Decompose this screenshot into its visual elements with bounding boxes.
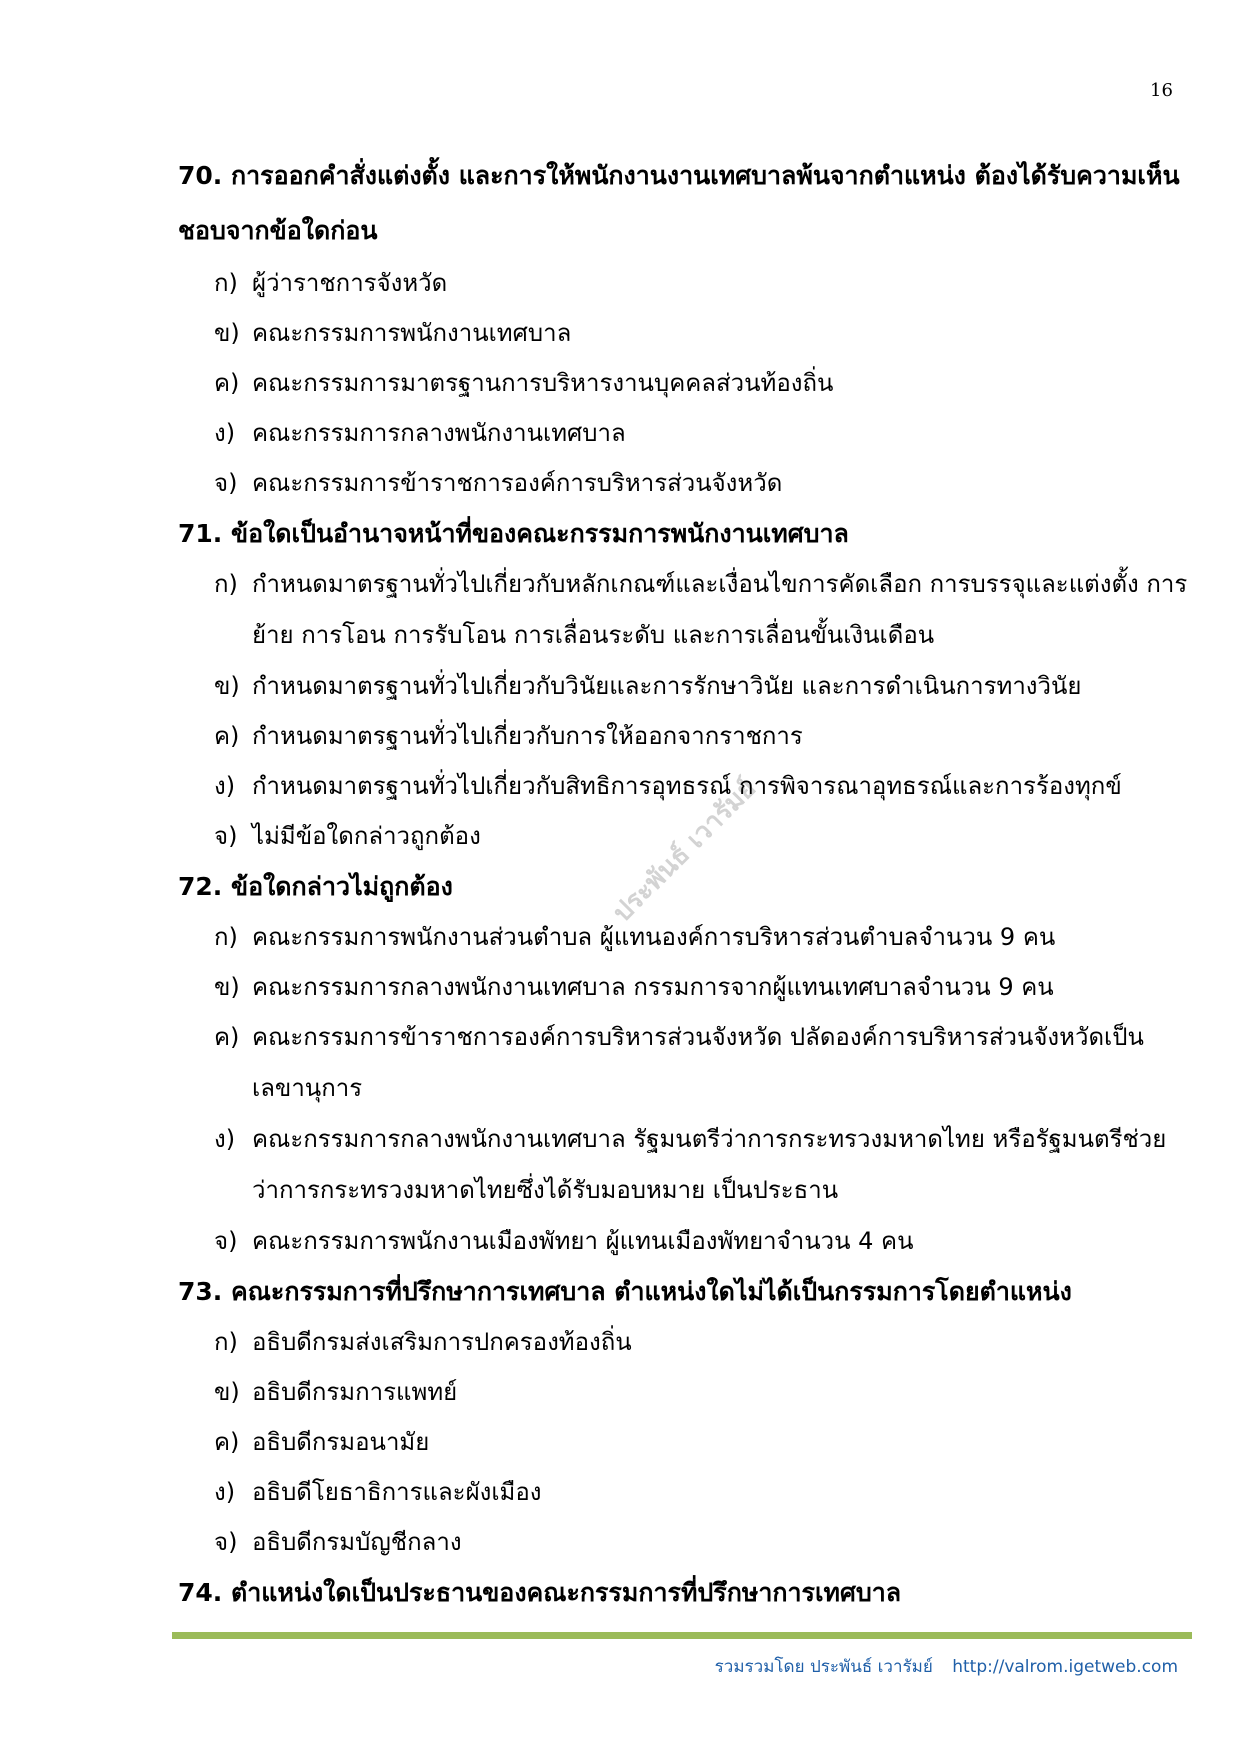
- question-74: [178, 1567, 1188, 1618]
- choice: [178, 1417, 1188, 1467]
- choice-text: อธิบดีกรมส่งเสริมการปกครองท้องถิ่น: [252, 1328, 632, 1356]
- choice-text: ไม่มีข้อใดกล่าวถูกต้อง: [252, 822, 481, 850]
- choice-text: กำหนดมาตรฐานทั่วไปเกี่ยวกับวินัยและการรักษาวินัย และการดำเนินการทางวินัย: [252, 672, 1082, 700]
- choice-letter: ข): [214, 319, 240, 347]
- choice-text: อธิบดีกรมการแพทย์: [252, 1378, 458, 1406]
- choice-letter: ข): [214, 1378, 240, 1406]
- choice: [178, 1517, 1188, 1567]
- footer: [715, 1653, 1178, 1680]
- choice-letter: ค): [214, 1428, 240, 1456]
- choice-text: คณะกรรมการกลางพนักงานเทศบาล กรรมการจากผู้แทนเทศบาลจำนวน 9 คน: [252, 973, 1054, 1001]
- question-72: [178, 861, 1188, 1266]
- choice: [178, 1367, 1188, 1417]
- choice-letter: ง): [214, 1478, 236, 1506]
- question-title: 73. คณะกรรมการที่ปรึกษาการเทศบาล ตำแหน่งใดไม่ได้เป็นกรรมการโดยตำแหน่ง: [178, 1277, 1072, 1306]
- choice-text: คณะกรรมการพนักงานส่วนตำบล ผู้แทนองค์การบริหารส่วนตำบลจำนวน 9 คน: [252, 923, 1056, 951]
- choice: [178, 962, 1188, 1012]
- choice: [178, 358, 1188, 408]
- choice-text: ผู้ว่าราชการจังหวัด: [252, 269, 448, 297]
- choice-letter: จ): [214, 822, 238, 850]
- choice-letter: ง): [214, 1125, 236, 1153]
- page-number: 16: [1150, 80, 1173, 101]
- choice-text: คณะกรรมการข้าราชการองค์การบริหารส่วนจังหวัด: [252, 469, 783, 497]
- question-73: [178, 1266, 1188, 1567]
- choice-text: อธิบดีกรมบัญชีกลาง: [252, 1528, 462, 1556]
- question-71: [178, 508, 1188, 861]
- choice: [178, 559, 1188, 661]
- choice-letter: ค): [214, 369, 240, 397]
- choice: [178, 1012, 1188, 1114]
- choice-letter: ก): [214, 923, 238, 951]
- question-title: 72. ข้อใดกล่าวไม่ถูกต้อง: [178, 872, 453, 901]
- choice: [178, 408, 1188, 458]
- choice-text: คณะกรรมการข้าราชการองค์การบริหารส่วนจังหวัด ปลัดองค์การบริหารส่วนจังหวัดเป็นเลขานุการ: [252, 1023, 1144, 1102]
- choice: [178, 661, 1188, 711]
- choice-letter: ข): [214, 672, 240, 700]
- choice-text: คณะกรรมการพนักงานเมืองพัทยา ผู้แทนเมืองพัทยาจำนวน 4 คน: [252, 1227, 914, 1255]
- footer-url[interactable]: http://valrom.igetweb.com: [952, 1657, 1178, 1677]
- choice-text: กำหนดมาตรฐานทั่วไปเกี่ยวกับการให้ออกจากราชการ: [252, 722, 803, 750]
- question-title: 71. ข้อใดเป็นอำนาจหน้าที่ของคณะกรรมการพนักงานเทศบาล: [178, 519, 849, 548]
- choice-text: กำหนดมาตรฐานทั่วไปเกี่ยวกับสิทธิการอุทธรณ์ การพิจารณาอุทธรณ์และการร้องทุกข์: [252, 772, 1122, 800]
- choice-text: คณะกรรมการพนักงานเทศบาล: [252, 319, 572, 347]
- choice: [178, 711, 1188, 761]
- choice: [178, 912, 1188, 962]
- choice: [178, 458, 1188, 508]
- footer-credit: รวมรวมโดย ประพันธ์ เวารัมย์: [714, 1657, 933, 1677]
- choice-letter: ง): [214, 772, 236, 800]
- choice: [178, 811, 1188, 861]
- choice-text: กำหนดมาตรฐานทั่วไปเกี่ยวกับหลักเกณฑ์และเงื่อนไขการคัดเลือก การบรรจุและแต่งตั้ง การย้าย การโอน การรับโอน การเลื่อนระดับ และการเลื่อนขั้นเงินเดือน: [252, 570, 1188, 649]
- choice: [178, 1114, 1188, 1216]
- choice-letter: ก): [214, 1328, 238, 1356]
- choice: [178, 1317, 1188, 1367]
- question-list: [178, 148, 1188, 1618]
- question-70: [178, 148, 1188, 508]
- choice-letter: ก): [214, 269, 238, 297]
- choice: [178, 1216, 1188, 1266]
- choice-letter: ค): [214, 722, 240, 750]
- question-title: 74. ตำแหน่งใดเป็นประธานของคณะกรรมการที่ปรึกษาการเทศบาล: [178, 1578, 902, 1607]
- choice: [178, 761, 1188, 811]
- choice-text: อธิบดีโยธาธิการและผังเมือง: [252, 1478, 542, 1506]
- choice-letter: ก): [214, 570, 238, 598]
- choice-letter: จ): [214, 469, 238, 497]
- choice-letter: จ): [214, 1528, 238, 1556]
- choice-text: คณะกรรมการกลางพนักงานเทศบาล รัฐมนตรีว่าการกระทรวงมหาดไทย หรือรัฐมนตรีช่วยว่าการกระทรวงมหาดไทยซึ่งได้รับมอบหมาย เป็นประธาน: [252, 1125, 1167, 1204]
- choice-text: อธิบดีกรมอนามัย: [252, 1428, 430, 1456]
- choice-text: คณะกรรมการมาตรฐานการบริหารงานบุคคลส่วนท้องถิ่น: [252, 369, 834, 397]
- choice: [178, 1467, 1188, 1517]
- choice-letter: ง): [214, 419, 236, 447]
- footer-divider: [172, 1632, 1192, 1639]
- choice-letter: ค): [214, 1023, 240, 1051]
- choice-letter: จ): [214, 1227, 238, 1255]
- choice: [178, 308, 1188, 358]
- choice: [178, 258, 1188, 308]
- choice-letter: ข): [214, 973, 240, 1001]
- question-title: 70. การออกคำสั่งแต่งตั้ง และการให้พนักงานงานเทศบาลพ้นจากตำแหน่ง ต้องได้รับความเห็นชอบจากข้อใดก่อน: [178, 161, 1180, 245]
- choice-text: คณะกรรมการกลางพนักงานเทศบาล: [252, 419, 626, 447]
- watermark: ประพันธ์ เวารัมย์: [607, 773, 763, 929]
